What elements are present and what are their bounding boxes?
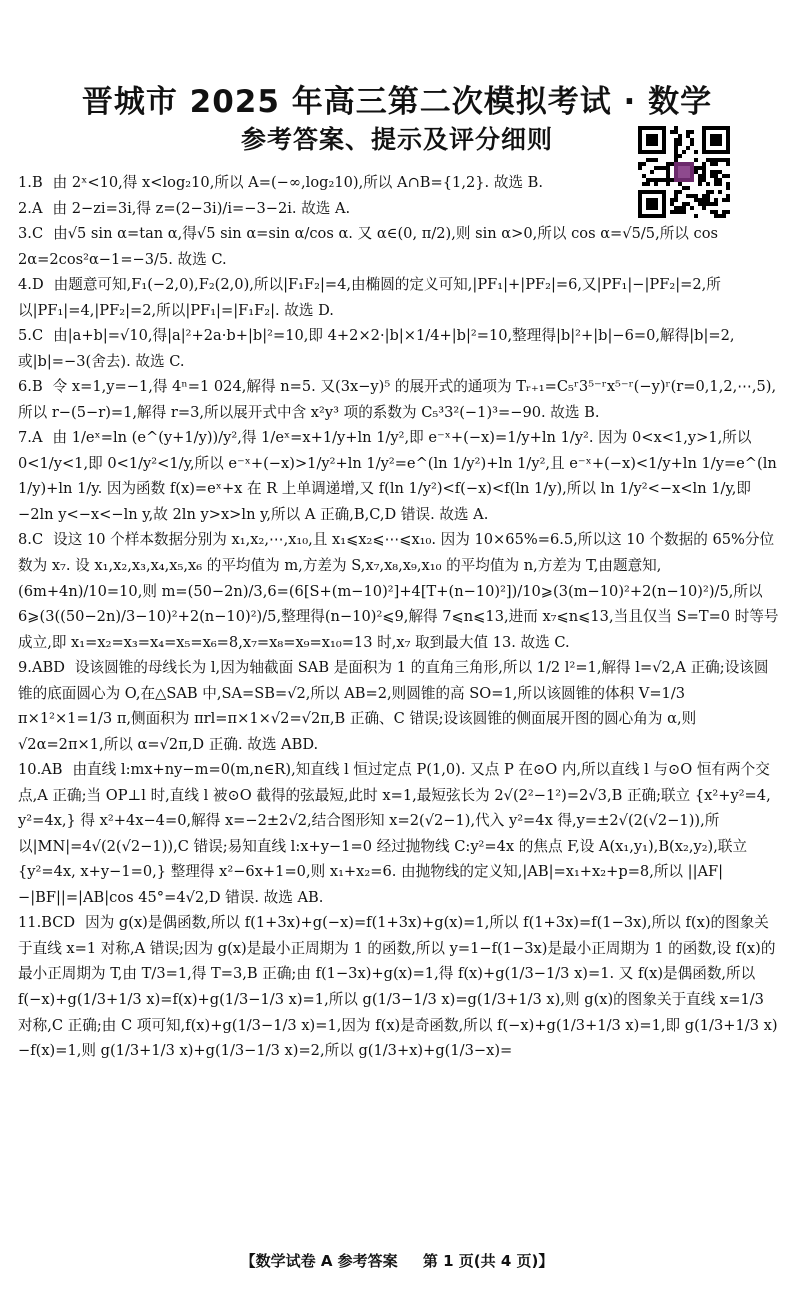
answer-key: ABD [31, 659, 65, 677]
answer-item: 6.B 令 x=1,y=−1,得 4ⁿ=1 024,解得 n=5. 又(3x−y)⁵ 的展开式的通项为 Tᵣ₊₁=C₅ʳ3⁵⁻ʳx⁵⁻ʳ(−y)ʳ(r=0,1,2,⋯,5),所以 r−(5−r)=1,解得 r=3,所以展开式中含 x²y³ 项的系数为 C₅³3²(−1)³=−90. 故选 B. [18, 378, 777, 421]
page-subtitle: 参考答案、提示及评分细则 [240, 125, 553, 154]
answer-explanation: 由 2ˣ<10,得 x<log₂10,所以 A=(−∞,log₂10),所以 A∩B={1,2}. 故选 B. [52, 174, 544, 191]
answer-explanation: 由 1/eˣ=ln (e^(y+1/y))/y²,得 1/eˣ=x+1/y+ln 1/y²,即 e⁻ˣ+(−x)=1/y+ln 1/y². 因为 0<x<1,y>1,所以 0<1/y<1,即 0<1/y²<1/y,所以 e⁻ˣ+(−x)>1/y²+ln 1/y²=e^(ln 1/y²)+ln 1/y²,且 e⁻ˣ+(−x)<1/y+ln 1/y=e^(ln 1/y)+ln 1/y. 因为函数 f(x)=eˣ+x 在 R 上单调递增,又 f(ln 1/y²)<f(−x)<f(ln 1/y),所以 ln 1/y²<−x<ln 1/y,即−2ln y<−x<−ln y,故 2ln y>x>ln y,所以 A 正确,B,C,D 错误. 故选 A. [18, 429, 777, 523]
answer-key: D [31, 276, 44, 294]
answer-explanation: 设该圆锥的母线长为 l,因为轴截面 SAB 是面积为 1 的直角三角形,所以 1/2 l²=1,解得 l=√2,A 正确;设该圆锥的底面圆心为 O,在△SAB 中,SA=SB=√2,所以 AB=2,则圆锥的高 SO=1,所以该圆锥的体积 V=1/3 π×1²×1=1/3 π,侧面积为 πrl=π×1×√2=√2π,B 正确、C 错误;设该圆锥的侧面展开图的圆心角为 α,则√2α=2π×1,所以 α=√2π,D 正确. 故选 ABD. [18, 659, 769, 753]
answer-item: 4.D 由题意可知,F₁(−2,0),F₂(2,0),所以|F₁F₂|=4,由椭圆的定义可知,|PF₁|+|PF₂|=6,又|PF₁|−|PF₂|=2,所以|PF₁|=4,|PF₂|=2,所以|PF₁|=|F₁F₂|. 故选 D. [18, 276, 721, 319]
answer-item: 2.A 由 2−zi=3i,得 z=(2−3i)/i=−3−2i. 故选 A. [18, 199, 351, 217]
page-footer [0, 1250, 794, 1271]
answer-item: 7.A 由 1/eˣ=ln (e^(y+1/y))/y²,得 1/eˣ=x+1/y+ln 1/y²,即 e⁻ˣ+(−x)=1/y+ln 1/y². 因为 0<x<1,y>1,所以 0<1/y<1,即 0<1/y²<1/y,所以 e⁻ˣ+(−x)>1/y²+ln 1/y²=e^(ln 1/y²)+ln 1/y²,且 e⁻ˣ+(−x)<1/y+ln 1/y=e^(ln 1/y)+ln 1/y. 因为函数 f(x)=eˣ+x 在 R 上单调递增,又 f(ln 1/y²)<f(−x)<f(ln 1/y),所以 ln 1/y²<−x<ln 1/y,即−2ln y<−x<−ln y,故 2ln y>x>ln y,所以 A 正确,B,C,D 错误. 故选 A. [18, 429, 777, 523]
page-title: 晋城市 2025 年高三第二次模拟考试 · 数学 [81, 84, 713, 120]
answer-explanation: 由题意可知,F₁(−2,0),F₂(2,0),所以|F₁F₂|=4,由椭圆的定义可知,|PF₁|+|PF₂|=6,又|PF₁|−|PF₂|=2,所以|PF₁|=4,|PF₂|=2,所以|PF₁|=|F₁F₂|. 故选 D. [18, 276, 721, 319]
answer-item: 3.C 由√5 sin α=tan α,得√5 sin α=sin α/cos α. 又 α∈(0, π/2),则 sin α>0,所以 cos α=√5/5,所以 cos 2α=2cos²α−1=−3/5. 故选 C. [18, 225, 718, 268]
answer-explanation: 由|a+b|=√10,得|a|²+2a·b+|b|²=10,即 4+2×2·|b|×1/4+|b|²=10,整理得|b|²+|b|−6=0,解得|b|=2,或|b|=−3(舍去). 故选 C. [18, 327, 735, 370]
answer-explanation: 由直线 l:mx+ny−m=0(m,n∈R),知直线 l 恒过定点 P(1,0). 又点 P 在⊙O 内,所以直线 l 与⊙O 恒有两个交点,A 正确;当 OP⊥l 时,直线 l 被⊙O 截得的弦最短,此时 x=1,最短弦长为 2√(2²−1²)=2√3,B 正确;联立 {x²+y²=4, y²=4x,} 得 x²+4x−4=0,解得 x=−2±2√2,结合图形知 x=2(√2−1),代入 y²=4x 得,y=±2√(2(√2−1)),所以|MN|=4√(2(√2−1)),C 错误;易知直线 l:x+y−1=0 经过抛物线 C:y²=4x 的焦点 F,设 A(x₁,y₁),B(x₂,y₂),联立 {y²=4x, x+y−1=0,} 整理得 x²−6x+1=0,则 x₁+x₂=6. 由抛物线的定义知,|AB|=x₁+x₂+p=8,所以 ||AF|−|BF||=|AB|cos 45°=4√2,D 错误. 故选 AB. [18, 761, 771, 906]
answer-key: A [31, 429, 43, 447]
answer-key: BCD [41, 914, 76, 932]
footer-doc-label: 【数学试卷 A 参考答案 [240, 1252, 398, 1270]
answer-item: 11.BCD 因为 g(x)是偶函数,所以 f(1+3x)+g(−x)=f(1+3x)+g(x)=1,所以 f(1+3x)=f(1−3x),所以 f(x)的图象关于直线 x=1 对称,A 错误;因为 g(x)是最小正周期为 1 的函数,所以 y=1−f(1−3x)是最小正周期为 1 的函数,设 f(x)的最小正周期为 T,由 T/3=1,得 T=3,B 正确;由 f(1−3x)+g(x)=1,得 f(x)+g(1/3−1/3 x)=1. 又 f(x)是偶函数,所以 f(−x)+g(1/3+1/3 x)=f(x)+g(1/3−1/3 x)=1,所以 g(1/3−1/3 x)=g(1/3+1/3 x),则 g(x)的图象关于直线 x=1/3 对称,C 正确;由 C 项可知,f(x)+g(1/3−1/3 x)=1,因为 f(x)是奇函数,所以 f(−x)+g(1/3+1/3 x)=1,即 g(1/3+1/3 x)−f(x)=1,则 g(1/3+1/3 x)+g(1/3−1/3 x)=2,所以 g(1/3+x)+g(1/3−x)= [18, 914, 778, 1060]
answer-item: 10.AB 由直线 l:mx+ny−m=0(m,n∈R),知直线 l 恒过定点 P(1,0). 又点 P 在⊙O 内,所以直线 l 与⊙O 恒有两个交点,A 正确;当 OP⊥l 时,直线 l 被⊙O 截得的弦最短,此时 x=1,最短弦长为 2√(2²−1²)=2√3,B 正确;联立 {x²+y²=4, y²=4x,} 得 x²+4x−4=0,解得 x=−2±2√2,结合图形知 x=2(√2−1),代入 y²=4x 得,y=±2√(2(√2−1)),所以|MN|=4√(2(√2−1)),C 错误;易知直线 l:x+y−1=0 经过抛物线 C:y²=4x 的焦点 F,设 A(x₁,y₁),B(x₂,y₂),联立 {y²=4x, x+y−1=0,} 整理得 x²−6x+1=0,则 x₁+x₂=6. 由抛物线的定义知,|AB|=x₁+x₂+p=8,所以 ||AF|−|BF||=|AB|cos 45°=4√2,D 错误. 故选 AB. [18, 761, 771, 906]
answer-explanation: 由√5 sin α=tan α,得√5 sin α=sin α/cos α. 又 α∈(0, π/2),则 sin α>0,所以 cos α=√5/5,所以 cos 2α=2cos²α−1=−3/5. 故选 C. [18, 225, 718, 268]
answer-key: C [31, 327, 44, 345]
answer-item: 8.C 设这 10 个样本数据分别为 x₁,x₂,⋯,x₁₀,且 x₁⩽x₂⩽⋯⩽x₁₀. 因为 10×65%=6.5,所以这 10 个数据的 65%分位数为 x₇. 设 x₁,x₂,x₃,x₄,x₅,x₆ 的平均值为 m,方差为 S,x₇,x₈,x₉,x₁₀ 的平均值为 n,方差为 T,由题意知,(6m+4n)/10=10,则 m=(50−2n)/3,6=(6[S+(m−10)²]+4[T+(n−10)²])/10⩾(3(m−10)²+2(n−10)²)/5,所以 6⩾(3((50−2n)/3−10)²+2(n−10)²)/5,整理得(n−10)²⩽9,解得 7⩽n⩽13,进而 x₇⩽n⩽13,当且仅当 S=T=0 时等号成立,即 x₁=x₂=x₃=x₄=x₅=x₆=8,x₇=x₈=x₉=x₁₀=13 时,x₇ 取到最大值 13. 故选 C. [18, 531, 779, 651]
answer-key: B [31, 378, 43, 396]
answer-key: C [31, 225, 44, 243]
answer-list [18, 170, 780, 1064]
answer-key: B [31, 174, 43, 191]
answer-key: A [31, 199, 43, 217]
answer-explanation: 因为 g(x)是偶函数,所以 f(1+3x)+g(−x)=f(1+3x)+g(x)=1,所以 f(1+3x)=f(1−3x),所以 f(x)的图象关于直线 x=1 对称,A 错误;因为 g(x)是最小正周期为 1 的函数,所以 y=1−f(1−3x)是最小正周期为 1 的函数,设 f(x)的最小正周期为 T,由 T/3=1,得 T=3,B 正确;由 f(1−3x)+g(x)=1,得 f(x)+g(1/3−1/3 x)=1. 又 f(x)是偶函数,所以 f(−x)+g(1/3+1/3 x)=f(x)+g(1/3−1/3 x)=1,所以 g(1/3−1/3 x)=g(1/3+1/3 x),则 g(x)的图象关于直线 x=1/3 对称,C 正确;由 C 项可知,f(x)+g(1/3−1/3 x)=1,因为 f(x)是奇函数,所以 f(−x)+g(1/3+1/3 x)=1,即 g(1/3+1/3 x)−f(x)=1,则 g(1/3+1/3 x)+g(1/3−1/3 x)=2,所以 g(1/3+x)+g(1/3−x)= [18, 914, 778, 1060]
answer-item: 9.ABD 设该圆锥的母线长为 l,因为轴截面 SAB 是面积为 1 的直角三角形,所以 1/2 l²=1,解得 l=√2,A 正确;设该圆锥的底面圆心为 O,在△SAB 中,SA=SB=√2,所以 AB=2,则圆锥的高 SO=1,所以该圆锥的体积 V=1/3 π×1²×1=1/3 π,侧面积为 πrl=π×1×√2=√2π,B 正确、C 错误;设该圆锥的侧面展开图的圆心角为 α,则√2α=2π×1,所以 α=√2π,D 正确. 故选 ABD. [18, 659, 769, 753]
answer-item: 5.C 由|a+b|=√10,得|a|²+2a·b+|b|²=10,即 4+2×2·|b|×1/4+|b|²=10,整理得|b|²+|b|−6=0,解得|b|=2,或|b|=−3(舍去). 故选 C. [18, 327, 735, 370]
answer-explanation: 由 2−zi=3i,得 z=(2−3i)/i=−3−2i. 故选 A. [52, 199, 351, 217]
answer-item: 1.B 由 2ˣ<10,得 x<log₂10,所以 A=(−∞,log₂10),所以 A∩B={1,2}. 故选 B. [18, 174, 544, 191]
answer-explanation: 令 x=1,y=−1,得 4ⁿ=1 024,解得 n=5. 又(3x−y)⁵ 的展开式的通项为 Tᵣ₊₁=C₅ʳ3⁵⁻ʳx⁵⁻ʳ(−y)ʳ(r=0,1,2,⋯,5),所以 r−(5−r)=1,解得 r=3,所以展开式中含 x²y³ 项的系数为 C₅³3²(−1)³=−90. 故选 B. [18, 378, 777, 421]
answer-key: AB [41, 761, 63, 779]
answer-explanation: 设这 10 个样本数据分别为 x₁,x₂,⋯,x₁₀,且 x₁⩽x₂⩽⋯⩽x₁₀. 因为 10×65%=6.5,所以这 10 个数据的 65%分位数为 x₇. 设 x₁,x₂,x₃,x₄,x₅,x₆ 的平均值为 m,方差为 S,x₇,x₈,x₉,x₁₀ 的平均值为 n,方差为 T,由题意知,(6m+4n)/10=10,则 m=(50−2n)/3,6=(6[S+(m−10)²]+4[T+(n−10)²])/10⩾(3(m−10)²+2(n−10)²)/5,所以 6⩾(3((50−2n)/3−10)²+2(n−10)²)/5,整理得(n−10)²⩽9,解得 7⩽n⩽13,进而 x₇⩽n⩽13,当且仅当 S=T=0 时等号成立,即 x₁=x₂=x₃=x₄=x₅=x₆=8,x₇=x₈=x₉=x₁₀=13 时,x₇ 取到最大值 13. 故选 C. [18, 531, 779, 651]
answer-key: C [31, 531, 44, 549]
footer-page-number: 第 1 页(共 4 页)】 [422, 1252, 554, 1270]
